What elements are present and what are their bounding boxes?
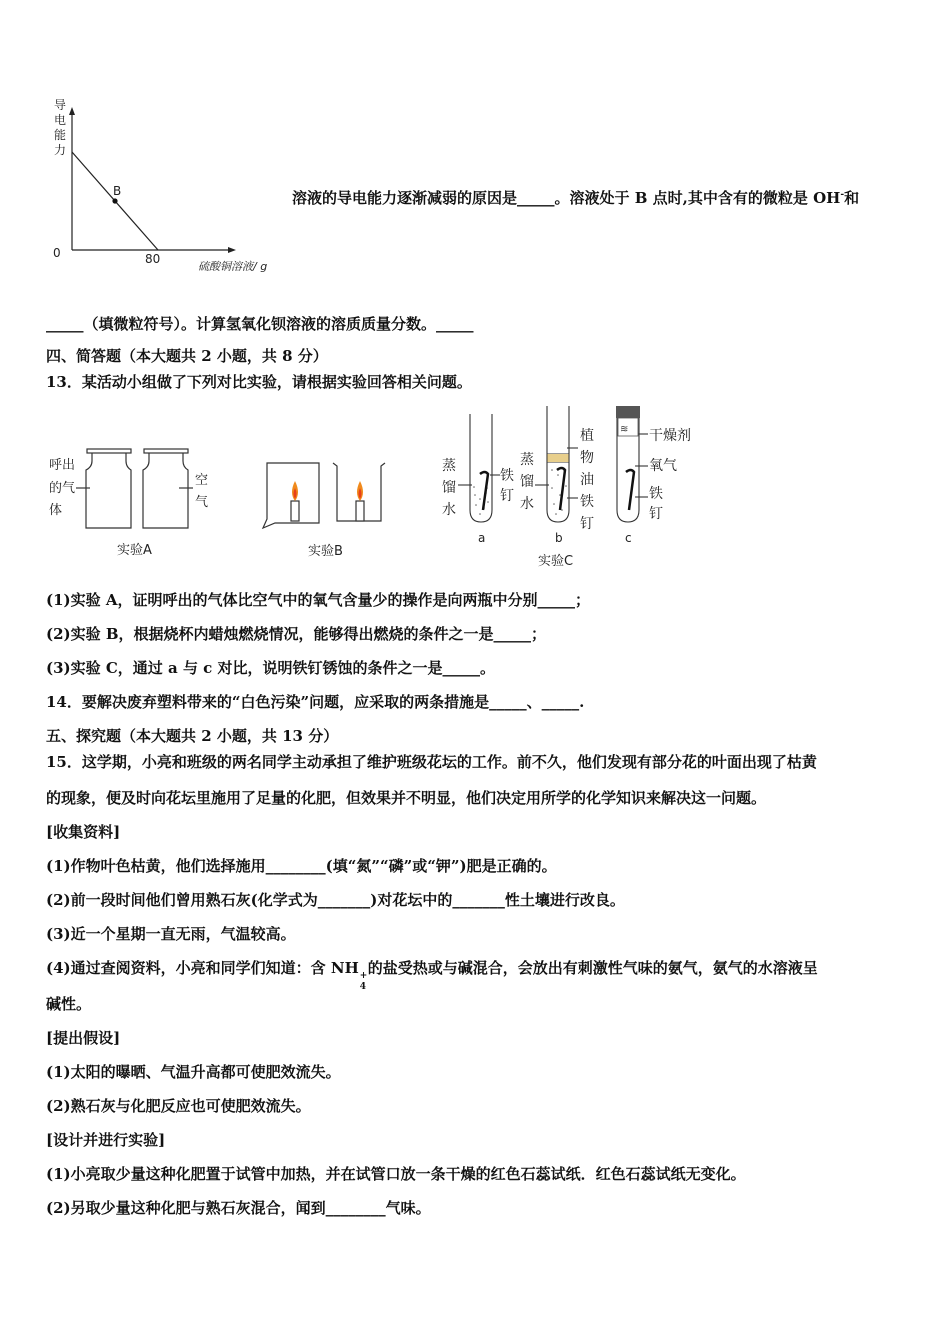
experiment-c-figure [440,400,710,575]
tube-b-nail-2: 钉 [580,516,594,532]
q13-part2: (2)实验 B，根据烧杯内蜡烛燃烧情况，能够得出燃烧的条件之一是_____； [46,625,547,643]
tube-a-water-3: 水 [442,502,456,518]
q12-line1-text: 溶液的导电能力逐渐减弱的原因是_____。溶液处于 B 点时,其中含有的微粒是 OH [292,189,841,207]
tube-c-desiccant: 干燥剂 [649,428,691,444]
collect-4-pre: (4)通过查阅资料，小亮和同学们知道：含 NH [46,959,359,977]
tube-c-oxygen: 氧气 [649,458,677,474]
collect-2: (2)前一段时间他们曾用熟石灰(化学式为_______)对花坛中的_______性土壤进行改良。 [46,891,625,909]
hypo-1: (1)太阳的曝晒、气温升高都可使肥效流失。 [46,1063,341,1081]
exp-a-left-label-3: 体 [49,503,63,518]
q15-line1: 15．这学期，小亮和班级的两名同学主动承担了维护班级花坛的工作。前不久，他们发现有部分花的叶面出现了枯黄 [46,753,817,771]
tube-b-water-3: 水 [520,496,534,512]
q12-line2: _____（填微粒符号）。计算氢氧化钡溶液的溶质质量分数。_____ [46,315,474,333]
tube-b [547,406,569,522]
point-b [112,198,117,203]
graph-origin: 0 [53,246,61,260]
exp-a-right-label-2: 气 [195,495,209,510]
collect-4-sub: 4 [359,982,367,992]
tube-a-water-1: 蒸 [442,458,456,474]
collect-4-sup: + [359,971,368,981]
tube-c-nail-2: 钉 [649,506,663,522]
exp-a-right-label-1: 空 [195,473,209,488]
collect-heading: [收集资料] [46,823,121,841]
design-2: (2)另取少量这种化肥与熟石灰混合，闻到________气味。 [46,1199,431,1217]
graph-y-label-3: 能 [54,128,67,142]
experiment-b-figure [255,455,405,565]
q12-tail: 和 [844,189,860,207]
exp-a-caption: 实验A [117,543,152,558]
graph-y-label-4: 力 [54,143,67,157]
tube-c-nail-1: 铁 [649,486,663,502]
tube-a-nail-2: 钉 [500,488,514,504]
collect-4 [46,958,818,992]
tube-b-nail-1: 铁 [580,494,594,510]
q13-part1: (1)实验 A，证明呼出的气体比空气中的氧气含量少的操作是向两瓶中分别_____； [46,591,590,609]
tube-a-nail-1: 铁 [500,468,514,484]
tube-b-oil-2: 物 [580,450,594,466]
tube-b-oil-1: 植 [580,428,594,444]
exp-a-left-label-2: 的气 [49,481,76,496]
graph-point-label: B [113,184,122,198]
q12-sup: - [840,190,845,200]
tube-b-label: b [555,531,563,545]
section5-title: 五、探究题（本大题共 2 小题，共 13 分） [46,727,339,745]
q15-line2: 的现象，便及时向花坛里施用了足量的化肥，但效果并不明显，他们决定用所学的化学知识来解决这一问题。 [46,789,767,807]
graph-y-label-2: 电 [54,113,67,127]
tube-a-label: a [478,531,486,545]
collect-4-post: 的盐受热或与碱混合，会放出有刺激性气味的氨气，氨气的水溶液呈 [367,959,818,977]
q14: 14．要解决废弃塑料带来的“白色污染”问题，应采取的两条措施是_____、_____. [46,693,585,711]
q12-line1 [292,188,859,208]
q13-intro: 13．某活动小组做了下列对比实验，请根据实验回答相关问题。 [46,373,472,391]
section4-title: 四、简答题（本大题共 2 小题，共 8 分） [46,347,328,365]
hypo-2: (2)熟石灰与化肥反应也可使肥效流失。 [46,1097,311,1115]
collect-1: (1)作物叶色枯黄，他们选择施用________(填“氮”“磷”或“钾”)肥是正确的。 [46,857,557,875]
conductivity-graph [40,95,300,285]
svg-text:≋: ≋ [620,424,629,435]
tube-a [470,414,492,522]
graph-x-label: 硫酸铜溶液/ g [198,260,268,273]
collect-4-cont: 碱性。 [46,995,92,1013]
tube-b-water-2: 馏 [520,474,534,490]
experiment-a-figure [40,440,230,565]
graph-x-tick: 80 [145,252,161,266]
exp-b-caption: 实验B [308,544,343,559]
tube-b-oil-3: 油 [580,472,594,488]
tube-b-water-1: 蒸 [520,452,534,468]
design-heading: [设计并进行实验] [46,1131,166,1149]
design-1: (1)小亮取少量这种化肥置于试管中加热，并在试管口放一条干燥的红色石蕊试纸．红色石蕊试纸无变化。 [46,1165,746,1183]
tube-a-water-2: 馏 [442,480,456,496]
q13-part3: (3)实验 C，通过 a 与 c 对比，说明铁钉锈蚀的条件之一是_____。 [46,659,496,677]
graph-y-label-1: 导 [54,98,67,112]
collect-3: (3)近一个星期一直无雨，气温较高。 [46,925,296,943]
exp-a-left-label-1: 呼出 [49,458,76,473]
exp-c-caption: 实验C [538,554,574,569]
tube-c-label: c [625,531,632,545]
hypo-heading: [提出假设] [46,1029,121,1047]
